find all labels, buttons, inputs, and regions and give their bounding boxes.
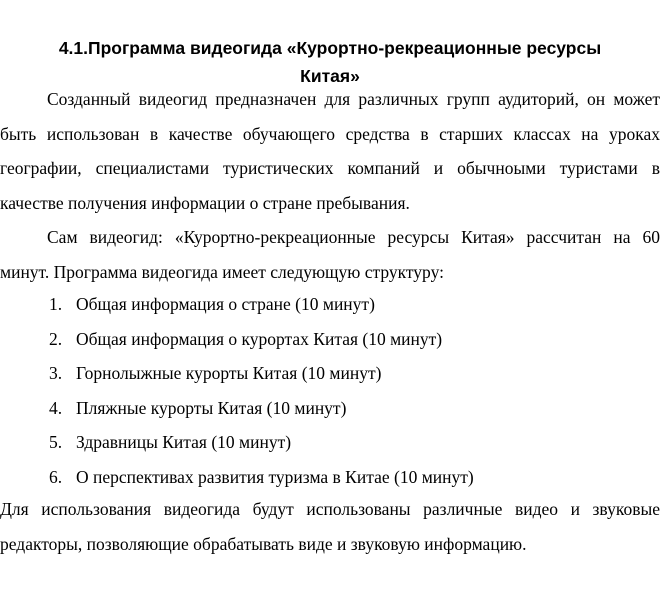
list-item-number: 1. (49, 294, 63, 314)
list-item (0, 391, 660, 426)
list-item-text: О перспективах развития туризма в Китае (10 минут) (76, 466, 474, 487)
list-item (0, 356, 660, 391)
heading-line-1: 4.1.Программа видеогида «Курортно-рекреационные ресурсы (58, 38, 602, 58)
heading-line-2: Китая» (300, 66, 360, 86)
list-item (0, 460, 660, 495)
list-item-number: 2. (49, 328, 63, 349)
program-structure-list (0, 287, 660, 494)
list-item-number: 4. (49, 397, 63, 418)
list-item (0, 287, 660, 322)
list-item-number: 5. (49, 432, 63, 452)
closing-paragraph: Для использования видеогида будут использованы различные видео и звуковые редакторы, позволяющие обрабатывать виде и звуковую информацию. (0, 499, 660, 554)
list-item-text: Горнолыжные курорты Китая (10 минут) (76, 363, 382, 383)
list-item (0, 322, 660, 357)
list-item-text: Пляжные курорты Китая (10 минут) (76, 397, 347, 418)
list-item (0, 425, 660, 460)
structure-paragraph: Сам видеогид: «Курортно-рекреационные ресурсы Китая» рассчитан на 60 минут. Программа видеогида имеет следующую структуру: (0, 227, 660, 282)
list-item-text: Здравницы Китая (10 минут) (76, 432, 292, 452)
list-item-text: Общая информация о стране (10 минут) (76, 294, 375, 314)
list-item-text: Общая информация о курортах Китая (10 минут) (76, 328, 443, 349)
list-item-number: 3. (49, 363, 63, 383)
list-item-number: 6. (49, 466, 63, 487)
intro-paragraph: Созданный видеогид предназначен для различных групп аудиторий, он может быть использован в качестве обучающего средства в старших классах на уроках географии, специалистами туристических компаний и обычноыми туристами в качестве получения информации о стране пребывания. (0, 89, 660, 213)
